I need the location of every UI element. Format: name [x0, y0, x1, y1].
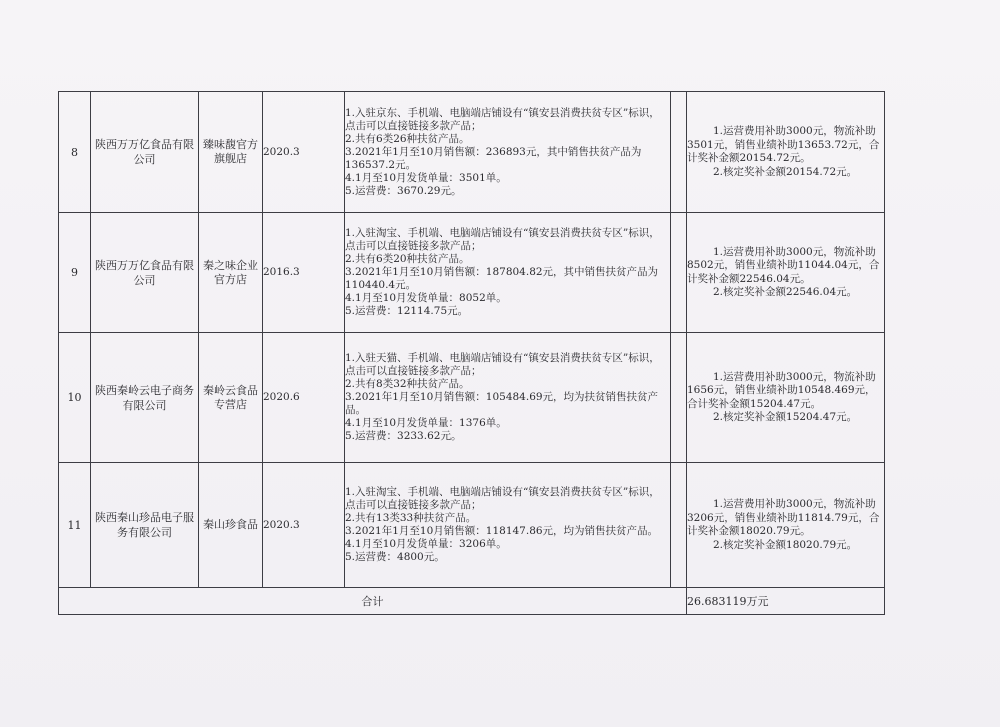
award-line: 2.核定奖补金额20154.72元。	[713, 165, 858, 178]
detail-line: 3.2021年1月至10月销售额：236893元，其中销售扶贫产品为136537.2元。	[345, 145, 642, 171]
award-line: 2.核定奖补金额22546.04元。	[713, 286, 858, 298]
shop-name: 秦山珍食品	[199, 463, 263, 588]
detail-line: 5.运营费：3670.29元。	[345, 184, 462, 197]
company-name: 陕西秦山珍品电子服务有限公司	[91, 463, 199, 588]
detail-line: 2.共有6类20种扶贫产品。	[345, 253, 470, 265]
detail-line: 1.入驻淘宝、手机端、电脑端店铺设有“镇安县消费扶贫专区”标识，点击可以直接链接多款产品；	[345, 486, 660, 511]
table-row	[59, 213, 885, 333]
shop-name: 秦岭云食品专营店	[199, 333, 263, 463]
detail-line: 1.入驻淘宝、手机端、电脑端店铺设有“镇安县消费扶贫专区”标识，点击可以直接链接多款产品；	[345, 227, 660, 252]
award-details	[687, 463, 885, 588]
blank-cell	[671, 333, 687, 463]
detail-line: 5.运营费：12114.75元。	[345, 305, 469, 317]
award-details	[687, 213, 885, 333]
detail-line: 4.1月至10月发货单量：3501单。	[345, 171, 507, 184]
award-details	[687, 333, 885, 463]
blank-cell	[671, 213, 687, 333]
subsidy-table	[58, 91, 885, 615]
store-details	[345, 333, 671, 463]
open-date: 2020.6	[263, 333, 345, 463]
store-details	[345, 92, 671, 213]
detail-line: 3.2021年1月至10月销售额：118147.86元，均为销售扶贫产品。	[345, 525, 659, 537]
row-index: 10	[59, 333, 91, 463]
total-label: 合计	[59, 588, 687, 615]
detail-line: 5.运营费：3233.62元。	[345, 430, 462, 442]
open-date: 2020.3	[263, 463, 345, 588]
detail-line: 3.2021年1月至10月销售额：105484.69元，均为扶贫销售扶贫产品。	[345, 391, 659, 416]
award-line: 2.核定奖补金额15204.47元。	[713, 411, 858, 423]
detail-line: 2.共有6类26种扶贫产品。	[345, 132, 470, 145]
open-date: 2020.3	[263, 92, 345, 213]
table-row	[59, 92, 885, 213]
blank-cell	[671, 92, 687, 213]
table-row	[59, 333, 885, 463]
detail-line: 2.共有13类33种扶贫产品。	[345, 512, 477, 524]
total-row	[59, 588, 885, 615]
award-line: 1.运营费用补助3000元，物流补助3501元，销售业绩补助13653.72元，合计奖补金额20154.72元。	[687, 125, 880, 164]
company-name: 陕西万万亿食品有限公司	[91, 92, 199, 213]
shop-name: 臻味馥官方旗舰店	[199, 92, 263, 213]
table-row	[59, 463, 885, 588]
blank-cell	[671, 463, 687, 588]
row-index: 9	[59, 213, 91, 333]
row-index: 11	[59, 463, 91, 588]
detail-line: 3.2021年1月至10月销售额：187804.82元，其中销售扶贫产品为110440.4元。	[345, 266, 659, 291]
award-line: 2.核定奖补金额18020.79元。	[713, 538, 858, 551]
store-details	[345, 463, 671, 588]
detail-line: 1.入驻天猫、手机端、电脑端店铺设有“镇安县消费扶贫专区”标识，点击可以直接链接多款产品；	[345, 352, 660, 377]
award-line: 1.运营费用补助3000元，物流补助1656元，销售业绩补助10548.469元，合计奖补金额15204.47元。	[687, 370, 876, 410]
open-date: 2016.3	[263, 213, 345, 333]
company-name: 陕西秦岭云电子商务有限公司	[91, 333, 199, 463]
detail-line: 1.入驻京东、手机端、电脑端店铺设有“镇安县消费扶贫专区”标识，点击可以直接链接多款产品；	[345, 106, 660, 132]
total-value: 26.683119万元	[687, 588, 885, 615]
detail-line: 4.1月至10月发货单量：8052单。	[345, 292, 507, 304]
shop-name: 秦之味企业官方店	[199, 213, 263, 333]
company-name: 陕西万万亿食品有限公司	[91, 213, 199, 333]
detail-line: 4.1月至10月发货单量：1376单。	[345, 417, 507, 429]
store-details	[345, 213, 671, 333]
row-index: 8	[59, 92, 91, 213]
award-line: 1.运营费用补助3000元，物流补助3206元，销售业绩补助11814.79元，合计奖补金额18020.79元。	[687, 498, 880, 537]
award-line: 1.运营费用补助3000元，物流补助8502元，销售业绩补助11044.04元，合计奖补金额22546.04元。	[687, 245, 880, 285]
detail-line: 2.共有8类32种扶贫产品。	[345, 378, 470, 390]
detail-line: 5.运营费：4800元。	[345, 551, 445, 563]
detail-line: 4.1月至10月发货单量：3206单。	[345, 538, 507, 550]
award-details	[687, 92, 885, 213]
